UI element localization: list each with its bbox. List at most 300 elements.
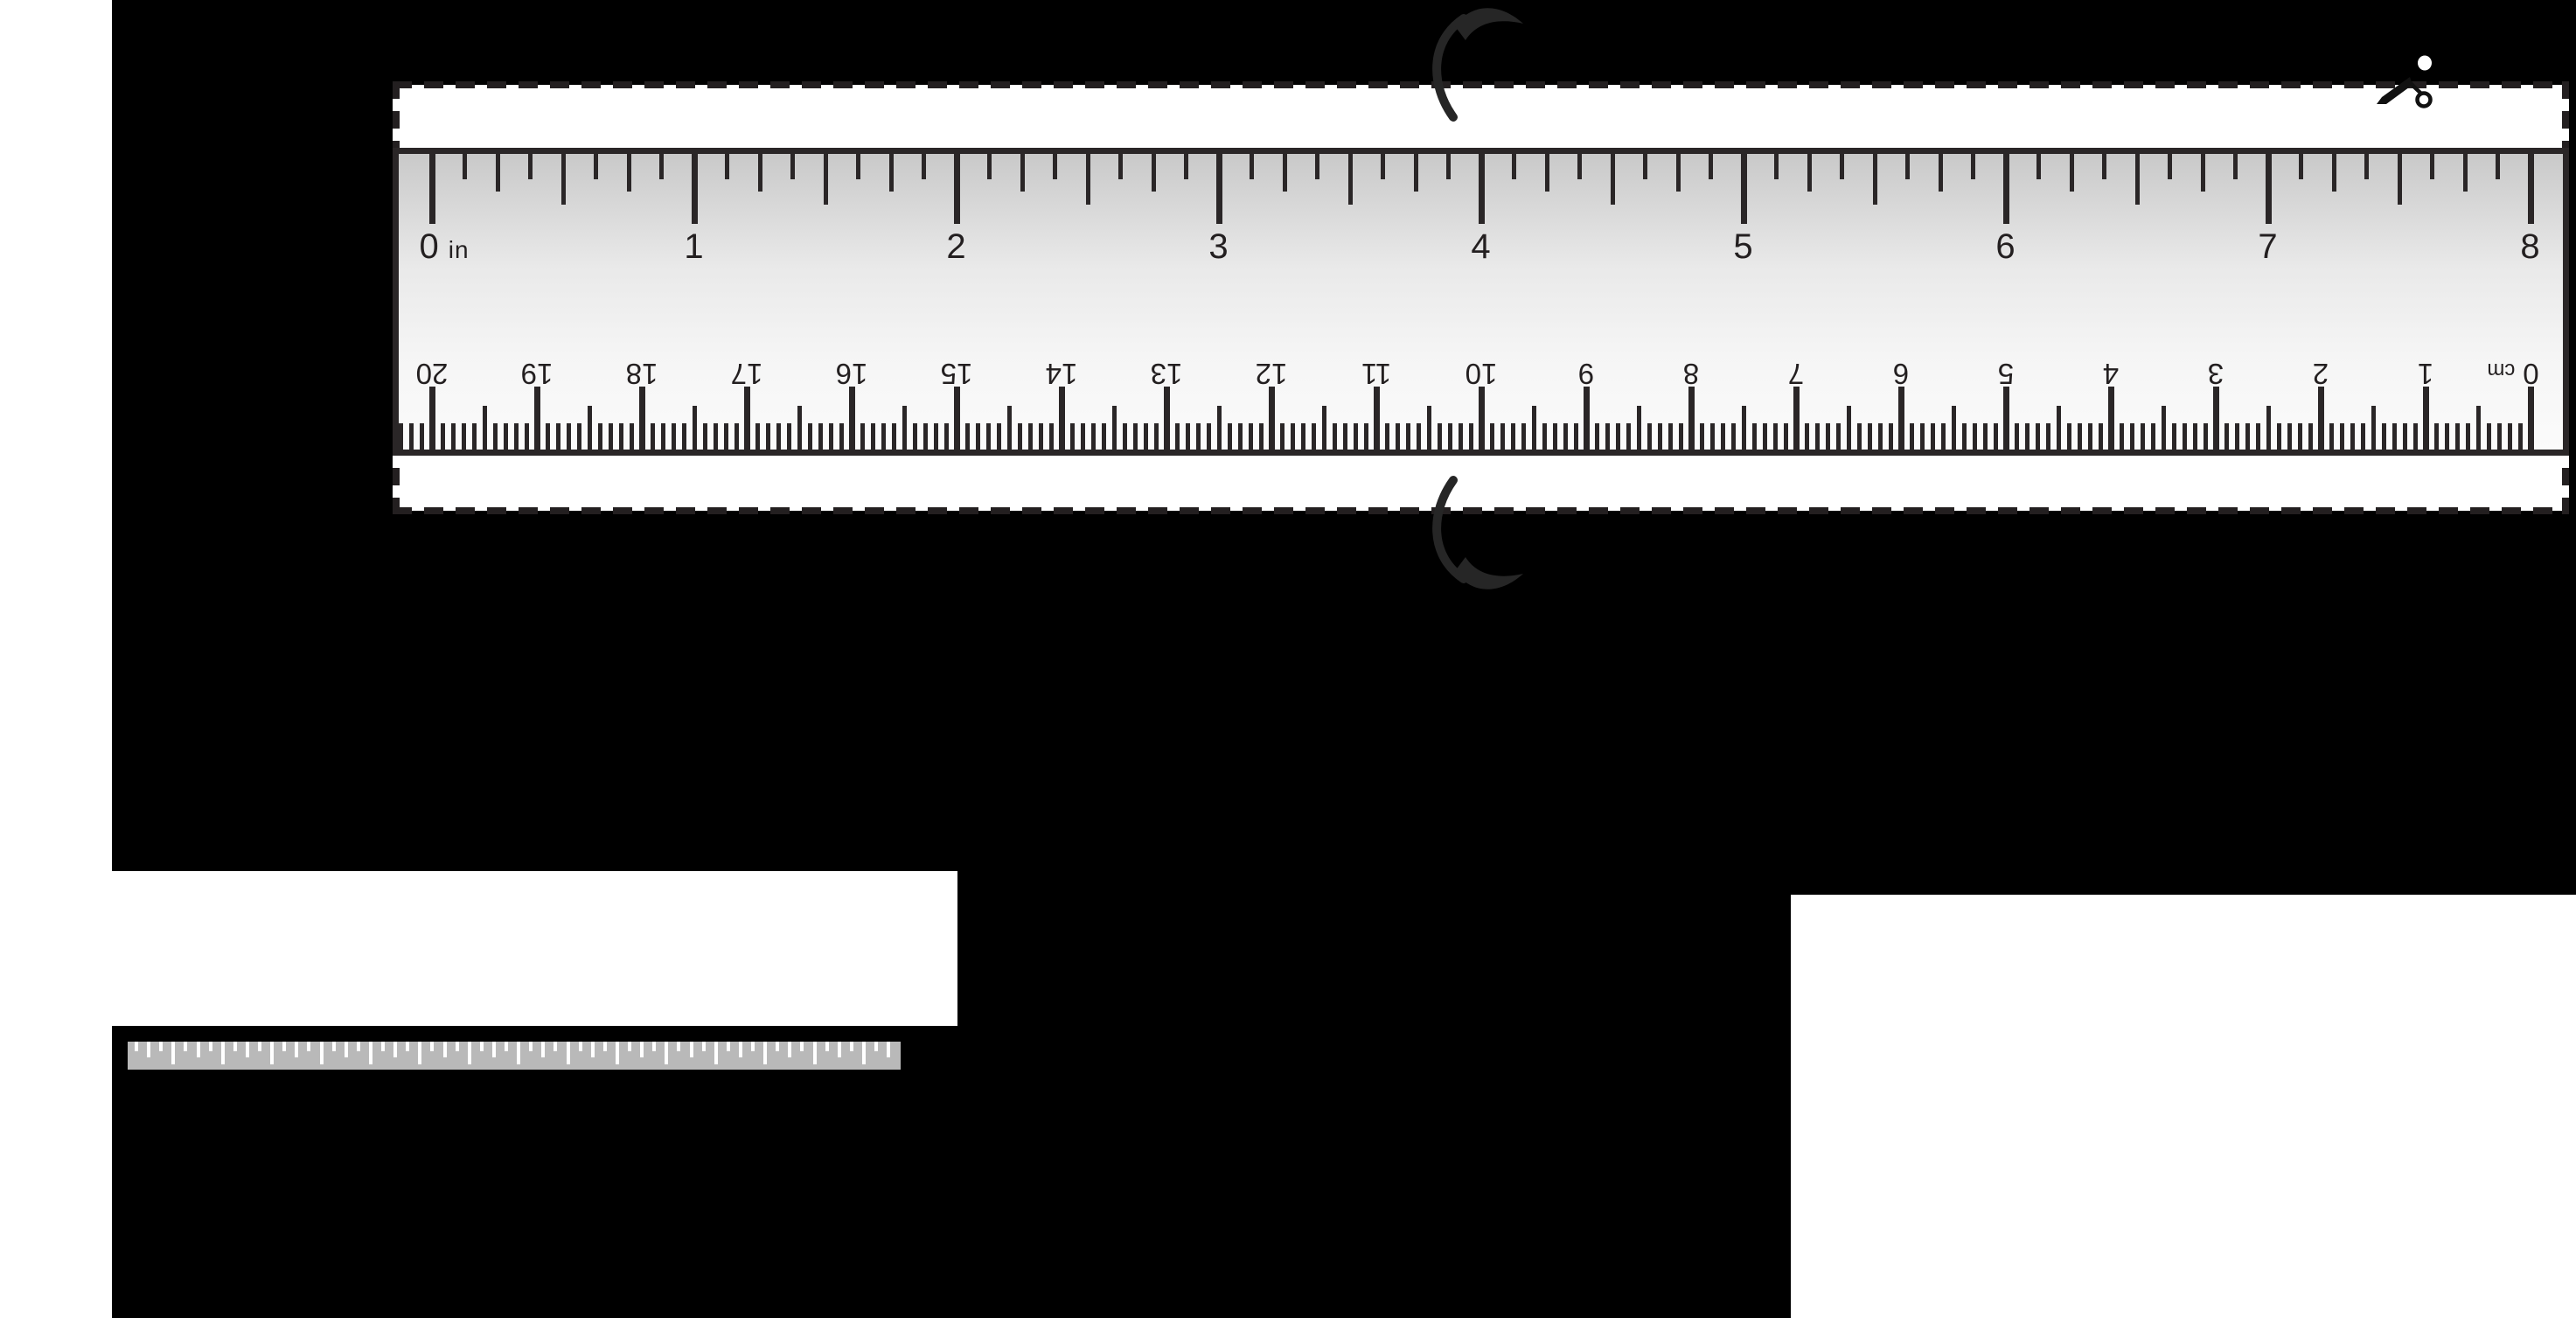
preview-tick [813,1042,817,1064]
cm-tick [1784,423,1788,450]
inch-number-3: 3 [1208,227,1229,266]
cm-tick [965,423,970,450]
cm-tick [986,423,991,450]
inch-number-8: 8 [2520,227,2541,266]
preview-tick [739,1042,742,1057]
cm-tick [556,423,560,450]
preview-tick [616,1042,619,1064]
cm-tick [1962,423,1967,450]
ruler-body [393,148,2569,456]
cm-tick [703,423,707,450]
cm-tick [1343,423,1347,450]
cm-tick [976,423,980,450]
preview-tick [541,1042,545,1057]
cm-tick [609,423,613,450]
cm-tick [639,387,645,450]
cm-tick [2287,423,2292,450]
cm-tick [2183,423,2187,450]
cm-tick [944,423,949,450]
preview-tick [418,1042,421,1064]
cm-tick [839,423,844,450]
cm-tick [1898,387,1904,450]
cm-number-13: 13 [1150,358,1183,390]
cm-tick [829,423,833,450]
cm-tick [2445,423,2449,450]
cm-tick [399,423,403,450]
cm-tick [1070,423,1075,450]
cm-tick [1217,406,1222,450]
cm-tick [1668,423,1673,450]
cm-tick [2099,423,2103,450]
cm-tick [2277,423,2281,450]
cm-tick [1102,423,1106,450]
cm-number-17: 17 [730,358,763,390]
cm-tick [849,387,855,450]
cm-tick [1994,423,1998,450]
cm-tick [2476,406,2481,450]
cm-tick [1595,423,1599,450]
inch-unit-label: in [448,236,470,263]
preview-tick [332,1042,336,1051]
preview-tick [430,1042,434,1051]
preview-tick [838,1042,841,1057]
cm-tick [661,423,665,450]
cm-tick [1973,423,1977,450]
preview-tick [652,1042,656,1051]
cm-tick [1374,387,1380,450]
cm-tick [1007,406,1012,450]
preview-tick [591,1042,595,1057]
preview-tick [751,1042,755,1051]
cm-tick [451,423,456,450]
cm-number-9: 9 [1577,358,1595,390]
cm-number-20: 20 [415,358,449,390]
cm-tick [808,423,812,450]
preview-tick [690,1042,693,1057]
cm-tick [1793,387,1800,450]
cm-tick [1028,423,1033,450]
inch-number-7: 7 [2258,227,2279,266]
cm-tick [1542,423,1547,450]
cm-tick [409,423,414,450]
cm-tick [954,387,960,450]
cm-tick [1291,423,1295,450]
cm-tick [2151,423,2155,450]
cm-tick [1207,423,1211,450]
cm-tick [546,423,550,450]
cm-tick [871,423,875,450]
preview-tick [221,1042,225,1064]
cm-number-1: 1 [2417,358,2434,390]
cm-tick [1889,423,1893,450]
cm-tick [1868,423,1872,450]
cm-number-19: 19 [520,358,553,390]
cm-tick [1721,423,1725,450]
cm-tick [1123,423,1127,450]
inch-number-0: 0 in [419,227,470,266]
cm-tick [1280,423,1285,450]
preview-tick [184,1042,187,1051]
preview-tick [850,1042,853,1051]
cm-tick [514,423,519,450]
cm-tick [493,423,498,450]
cm-tick [1081,423,1085,450]
cm-tick [735,423,739,450]
preview-tick [677,1042,680,1051]
cm-tick [672,423,676,450]
cm-tick [744,387,750,450]
cm-tick [2193,423,2197,450]
preview-tick [567,1042,570,1064]
cm-tick [1710,423,1715,450]
cm-tick [472,423,477,450]
preview-tick [727,1042,730,1051]
page-left-margin [0,0,112,1318]
cm-number-6: 6 [1892,358,1910,390]
cm-tick [913,423,917,450]
preview-tick [197,1042,200,1057]
preview-tick [553,1042,557,1051]
cm-number-16: 16 [835,358,868,390]
cm-tick [1438,423,1442,450]
cm-tick [1931,423,1935,450]
cm-tick [2046,423,2050,450]
cm-tick [997,423,1001,450]
cm-tick [1186,423,1190,450]
cm-tick [567,423,571,450]
cm-tick [1532,406,1536,450]
cm-tick [1322,406,1326,450]
cm-tick [693,406,697,450]
cm-tick [1417,423,1421,450]
cm-tick [2067,423,2071,450]
cm-tick [1259,423,1264,450]
cm-tick [1941,423,1946,450]
preview-tick [357,1042,360,1051]
cm-tick [1448,423,1452,450]
cm-tick [1469,423,1473,450]
cm-scale [399,154,2563,450]
preview-tick [171,1042,175,1064]
cm-tick [1164,387,1170,450]
inch-number-1: 1 [684,227,705,266]
cm-tick [2434,423,2439,450]
cm-tick [1658,423,1662,450]
cm-tick [2108,387,2114,450]
cm-tick [1459,423,1463,450]
cm-tick [1815,423,1820,450]
cm-tick [2518,423,2523,450]
inch-number-5: 5 [1733,227,1754,266]
preview-tick [345,1042,348,1057]
cm-tick [2466,423,2470,450]
cm-tick [1312,423,1316,450]
preview-tick [135,1042,138,1051]
cm-tick [1521,423,1526,450]
preview-tick [406,1042,409,1051]
cm-tick [2256,423,2260,450]
cm-number-15: 15 [940,358,973,390]
cm-tick [1742,406,1746,450]
cm-tick [1511,423,1515,450]
cm-tick [1584,387,1590,450]
preview-tick [628,1042,631,1051]
cm-number-7: 7 [1787,358,1805,390]
cm-tick [1154,423,1159,450]
inch-number-6: 6 [1995,227,2016,266]
cm-tick [2266,406,2271,450]
cm-number-2: 2 [2312,358,2329,390]
preview-tick [603,1042,607,1051]
preview-tick [209,1042,212,1051]
cm-tick [2088,423,2092,450]
cm-tick [2003,387,2009,450]
cm-tick [902,406,907,450]
cm-tick [1406,423,1410,450]
cm-tick [1396,423,1400,450]
cm-tick [2308,423,2313,450]
preview-tick [381,1042,385,1051]
preview-tick [393,1042,397,1057]
cm-tick [776,423,781,450]
cm-tick [2423,387,2429,450]
cm-tick [766,423,770,450]
cm-tick [2497,423,2502,450]
cm-tick [1679,423,1683,450]
preview-tick [246,1042,249,1057]
cm-tick [483,406,487,450]
scissors-icon [2359,46,2455,116]
cm-tick [1626,423,1631,450]
cm-tick [1333,423,1337,450]
cm-tick [588,406,592,450]
preview-ruler-strip [128,1042,901,1070]
cm-tick [2235,423,2239,450]
cm-number-4: 4 [2102,358,2120,390]
preview-tick [456,1042,459,1051]
preview-tick [369,1042,372,1064]
cm-tick [441,423,445,450]
cm-tick [2141,423,2145,450]
preview-tick [825,1042,829,1051]
cm-tick [630,423,634,450]
cm-tick [2172,423,2176,450]
cm-tick [892,423,896,450]
cm-tick [2392,423,2397,450]
preview-tick [159,1042,163,1051]
cm-unit-label: cm [2487,359,2516,382]
flip-arrow-icon [1424,0,1537,122]
cm-tick [2329,423,2334,450]
cm-tick [682,423,686,450]
cm-tick [1847,406,1851,450]
cm-tick [1059,387,1065,450]
preview-tick [640,1042,644,1057]
cm-tick [525,423,529,450]
flip-arrow-icon [1424,475,1537,597]
cm-tick [1574,423,1578,450]
cm-tick [2057,406,2061,450]
cm-tick [881,423,886,450]
preview-tick [776,1042,779,1051]
cm-tick [2528,387,2534,450]
preview-tick [529,1042,533,1051]
cm-tick [714,423,718,450]
cm-tick [923,423,928,450]
cm-tick [1144,423,1148,450]
cm-tick [2487,423,2491,450]
cm-tick [462,423,466,450]
cm-number-10: 10 [1465,358,1498,390]
cm-tick [1826,423,1830,450]
cm-tick [1700,423,1704,450]
preview-tick [800,1042,804,1051]
cm-tick [2025,423,2029,450]
cm-tick [1805,423,1809,450]
cm-tick [577,423,581,450]
cm-tick [1301,423,1305,450]
cm-tick [1490,423,1494,450]
cm-tick [1427,406,1431,450]
preview-tick [505,1042,508,1051]
cm-tick [1364,423,1368,450]
preview-tick [862,1042,866,1064]
blank-panel-left [112,871,957,1026]
cm-tick [2413,423,2418,450]
preview-tick [282,1042,286,1051]
cm-tick [598,423,602,450]
cm-tick [1920,423,1925,450]
cm-tick [1688,387,1695,450]
cm-tick [2224,423,2229,450]
cm-tick [2318,387,2324,450]
cm-tick [2120,423,2124,450]
cm-tick [1039,423,1043,450]
cm-tick [420,423,424,450]
cm-tick [1605,423,1610,450]
preview-tick [517,1042,520,1064]
cm-number-3: 3 [2207,358,2224,390]
preview-tick [307,1042,310,1051]
cm-tick [1836,423,1841,450]
cm-number-8: 8 [1682,358,1700,390]
preview-tick [874,1042,878,1051]
cm-tick [1773,423,1778,450]
preview-tick [788,1042,791,1057]
cm-tick [2078,423,2082,450]
cm-tick [2382,423,2386,450]
cm-tick [2350,423,2355,450]
cm-tick [1049,423,1054,450]
cm-tick [1731,423,1736,450]
cm-tick [619,423,623,450]
cm-tick [1763,423,1767,450]
cm-tick [1385,423,1389,450]
cm-tick [429,387,435,450]
inch-number-2: 2 [946,227,967,266]
cm-tick [755,423,760,450]
cm-number-18: 18 [625,358,658,390]
preview-tick [480,1042,484,1051]
cm-tick [860,423,865,450]
cm-tick [651,423,655,450]
cm-tick [2036,423,2040,450]
cm-tick [2298,423,2302,450]
cm-tick [1249,423,1253,450]
preview-tick [233,1042,237,1051]
inch-number-4: 4 [1471,227,1492,266]
cm-tick [534,387,540,450]
preview-tick [665,1042,668,1064]
cm-tick [1479,387,1485,450]
cm-tick [1857,423,1862,450]
preview-tick [702,1042,706,1051]
cm-tick [1269,387,1275,450]
preview-tick [579,1042,582,1051]
cm-tick [1196,423,1201,450]
cm-number-14: 14 [1045,358,1078,390]
cm-tick [1018,423,1022,450]
cm-tick [2508,423,2512,450]
cm-tick [1616,423,1620,450]
cm-tick [1637,406,1641,450]
preview-tick [147,1042,150,1057]
cm-tick [1238,423,1243,450]
cm-tick [2162,406,2166,450]
preview-tick [763,1042,767,1064]
cm-number-5: 5 [1997,358,2015,390]
preview-tick [468,1042,471,1064]
cm-tick [2371,406,2376,450]
cm-tick [1133,423,1138,450]
blank-panel-right [1791,895,2576,1318]
cm-tick [1563,423,1568,450]
cm-tick [1983,423,1988,450]
cm-tick [2130,423,2134,450]
cm-tick [818,423,823,450]
cm-tick [1553,423,1557,450]
preview-tick [714,1042,718,1064]
cm-tick [1500,423,1505,450]
cm-number-0: 0cm [2487,358,2539,390]
preview-tick [443,1042,447,1057]
cm-tick [1910,423,1914,450]
cm-number-12: 12 [1255,358,1288,390]
cm-tick [1752,423,1757,450]
cm-tick [724,423,728,450]
preview-tick [492,1042,496,1057]
preview-tick [295,1042,298,1057]
cm-tick [1647,423,1652,450]
preview-tick [887,1042,890,1057]
cm-tick [1228,423,1232,450]
cm-number-11: 11 [1361,358,1392,390]
cm-tick [1112,406,1117,450]
cm-tick [2015,423,2019,450]
cm-tick [504,423,508,450]
cm-tick [2245,423,2250,450]
cm-tick [787,423,791,450]
cm-tick [2361,423,2365,450]
cm-tick [1952,406,1956,450]
preview-tick [320,1042,324,1064]
cm-tick [797,406,802,450]
cm-tick [2340,423,2344,450]
cm-tick [1091,423,1096,450]
cm-tick [2403,423,2407,450]
cm-tick [1175,423,1180,450]
cm-tick [1878,423,1883,450]
